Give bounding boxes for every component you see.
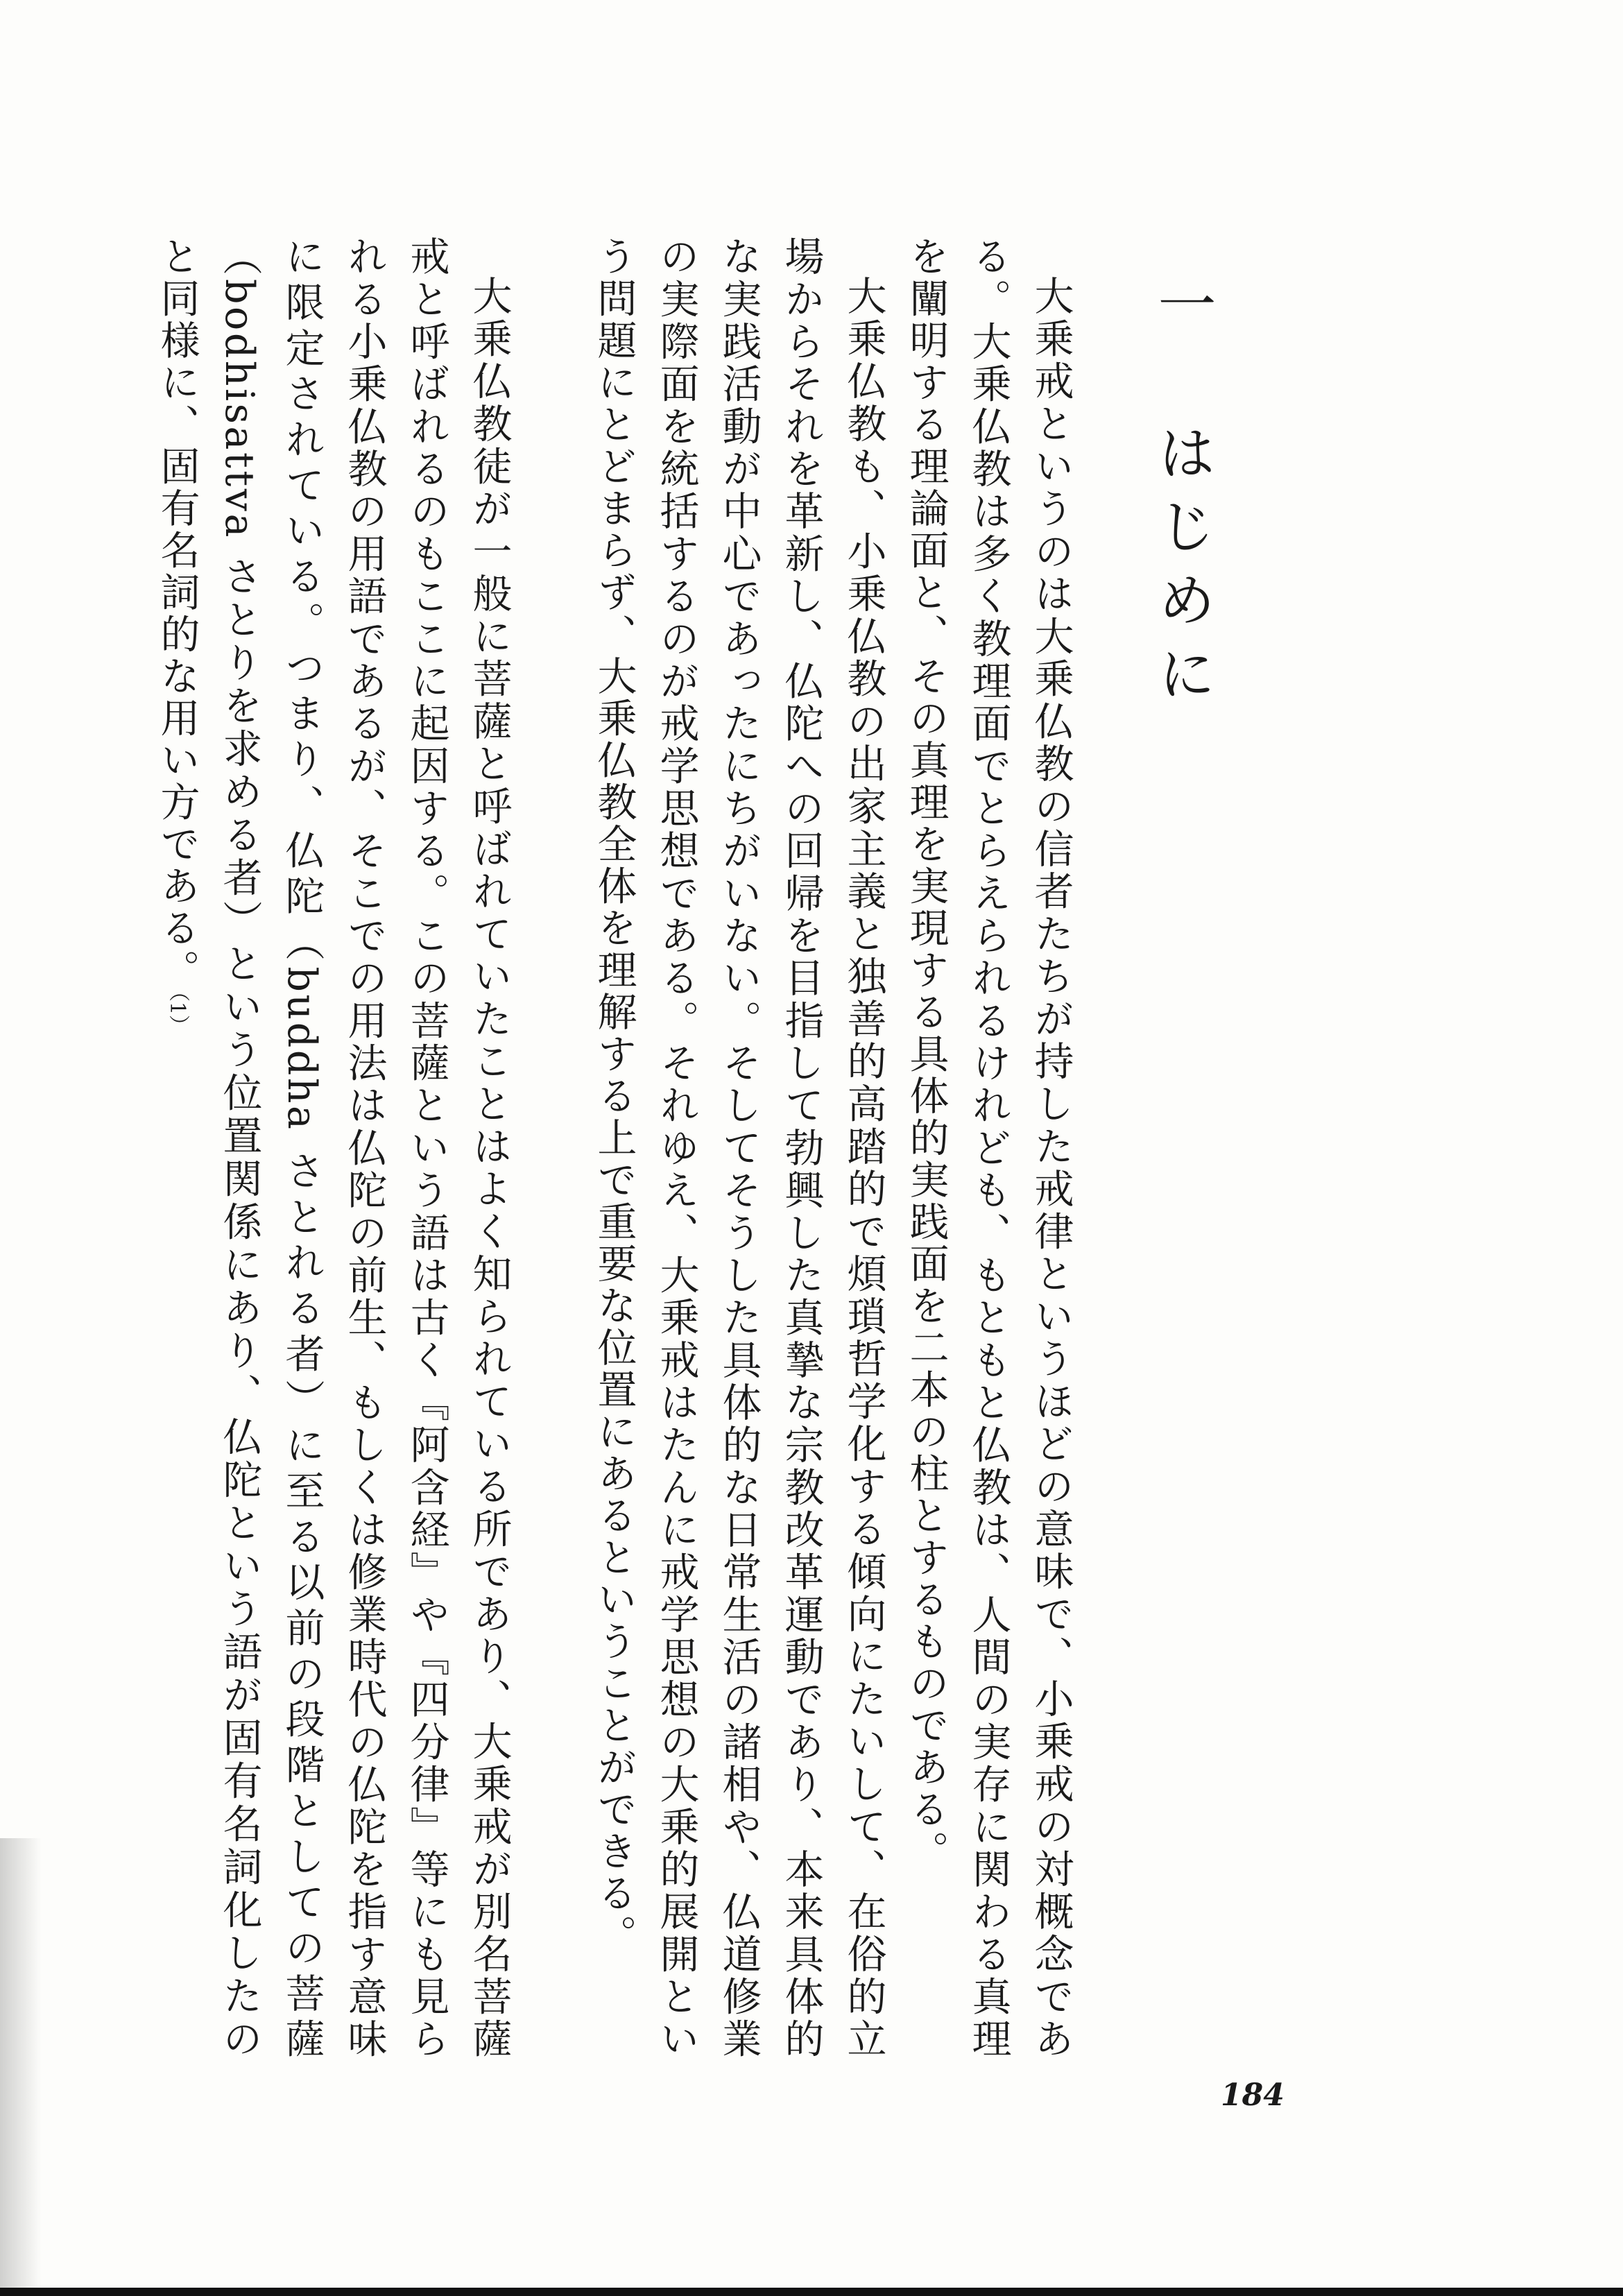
paragraph: 大乗戒というのは大乗仏教の信者たちが持した戒律というほどの意味で、小乗戒の対概念である。大乗仏教は多く教理面でとらえられるけれども、もともと仏教は、人間の実存に関わる真理を闡明する理論面と、その真理を実現する具体的実践面を二本の柱とするものである。 — [903, 236, 1074, 2061]
paragraph-text: 大乗仏教徒が一般に菩薩と呼ばれていたことはよく知られている所であり、大乗戒が別名菩薩戒と呼ばれるのもここに起因する。この菩薩という語は古く『阿含経』や『四分律』等にも見られる小乗仏教の用語であるが、そこでの用法は仏陀の前生、もしくは修業時代の仏陀を指す意味に限定されている。つまり、仏陀（buddha さとれる者）に至る以前の段階としての菩薩（bodhisattva さとりを求める者）という位置関係にあり、仏陀という語が固有名詞化したのと同様に、固有名詞的な用い方である。 — [154, 236, 512, 2061]
scan-shadow — [0, 1838, 42, 2288]
footnote-marker: （1） — [165, 991, 189, 1036]
paragraph: 大乗仏教も、小乗仏教の出家主義と独善的高踏的で煩瑣哲学化する傾向にたいして、在俗的立場からそれを革新し、仏陀への回帰を目指して勃興した真摯な宗教改革運動であり、本来具体的な実践活動が中心であったにちがいない。そしてそうした具体的な日常生活の諸相や、仏道修業の実際面を統括するのが戒学思想である。それゆえ、大乗戒はたんに戒学思想の大乗的展開という問題にとどまらず、大乗仏教全体を理解する上で重要な位置にあるということができる。 — [591, 236, 886, 2061]
section-heading — [1137, 274, 1228, 717]
bottom-border — [0, 2288, 1623, 2296]
section-number: 一 — [1149, 274, 1217, 348]
page-number: 184 — [1221, 2077, 1285, 2113]
section-title: はじめに — [1149, 422, 1217, 717]
paragraph — [146, 236, 520, 2060]
body-text — [154, 236, 1082, 2061]
